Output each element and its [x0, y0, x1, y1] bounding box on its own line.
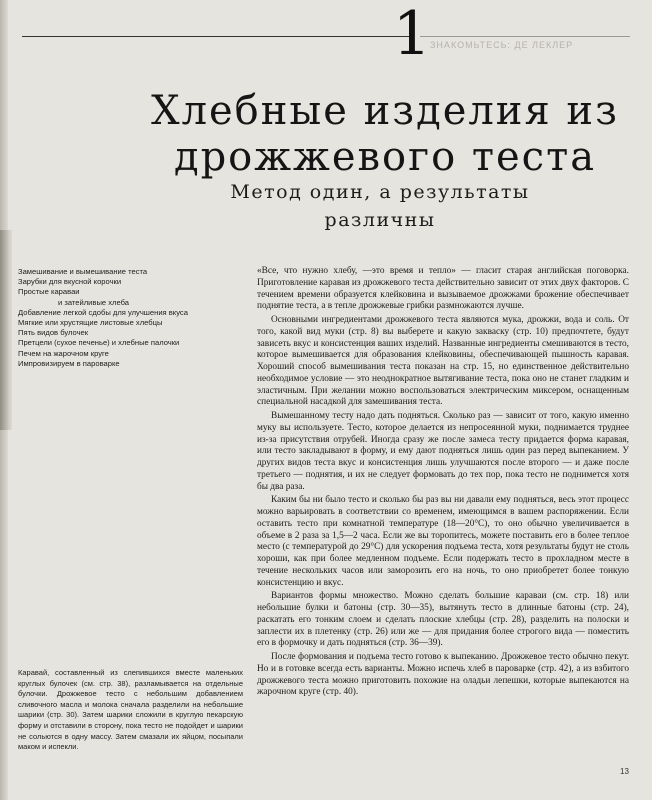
chapter-title-line: Хлебные изделия из [151, 88, 619, 134]
contents-item: и затейливые хлеба [58, 297, 130, 307]
contents-item: Простые караваи [18, 287, 80, 297]
body-paragraph: Основными ингредиентами дрожжевого теста являются мука, дрожжи, вода и соль. От того, какой вид муки (стр. 8) вы выберете и какую закваску (стр. 10) предпочтете, будут зависеть вкус и консистенция ваших изделий. Названные ингредиенты смешиваются в тесто, которое вымешивается для образования клейковины, обеспечивающей пышность каравая. Хороший способ вымешивания теста показан на стр. 15, но единственное действительно необходимое условие — это неоднократное вытягивание теста, пока оно не станет гладким и эластичным. При желании можно воспользоваться электрическим миксером, оснащенным специальной насадкой для замешивания теста. [257, 315, 629, 408]
contents-item: Претцели (сухое печенье) и хлебные палочки [18, 338, 180, 348]
contents-item: Печем на жарочном круге [18, 348, 109, 358]
contents-item: Зарубки для вкусной корочки [18, 277, 122, 287]
contents-item: Мягкие или хрустящие листовые хлебцы [18, 318, 163, 328]
chapter-title [150, 88, 620, 180]
contents-item: Импровизируем в пароварке [18, 358, 120, 368]
page-number: 13 [620, 767, 629, 776]
photo-caption: Каравай, составленный из слепившихся вместе маленьких круглых булочек (см. стр. 38), разламывается на отдельные булочки. Дрожжевое тесто с небольшим добавлением сливочного масла и молока сначала разделили на небольшие шарики (стр. 30). Затем шарики сложили в круглую пекарскую форму и отставили в сторону, пока тесто не подойдет и шарики не сольются в одну массу. Затем смазали их яйцом, посыпали маком и испекли. [18, 668, 243, 752]
body-text [257, 266, 629, 699]
binding-shadow [0, 230, 12, 430]
chapter-subtitle-line: Метод один, а результаты [230, 181, 530, 203]
body-paragraph: После формования и подъема тесто готово к выпеканию. Дрожжевое тесто обычно пекут. Но и в готовке всегда есть варианты. Можно испечь хлеб в пароварке (стр. 42), а из взбитого дрожжевого теста можно приготовить похожие на оладьи лепешки, которые выпекаются на жарочном круге (стр. 40). [257, 652, 629, 698]
chapter-subtitle-line: различны [324, 209, 436, 231]
body-paragraph: Вариантов формы множество. Можно сделать большие караваи (см. стр. 18) или небольшие булки и батоны (стр. 30—35), вытянуть тесто в длинные батоны (стр. 24), раскатать его тонким слоем и сделать плоские хлебцы (стр. 28), разделить на полоски и заплести их в плетенку (стр. 26) или же — для придания более строгого вида — поместить его в формочку и дать подняться (стр. 36—39). [257, 591, 629, 649]
chapter-contents [18, 267, 248, 369]
body-paragraph: Каким бы ни было тесто и сколько бы раз вы ни давали ему подняться, весь этот процесс можно варьировать в соответствии со временем, имеющимся в вашем распоряжении. Если оставить тесто при комнатной температуре (18—20°С), то оно обычно увеличивается в объеме в 2 раза за 1,5—2 часа. Если же вы торопитесь, можете поставить его в более теплое место (с температурой до 29°С) для ускорения подъема теста, хотя результаты будут не столь хороши, как при более медленном подъеме. Если подержать тесто в прохладном месте в течение нескольких часов или заморозить его на ночь, то оно приобретет более тонкую консистенцию и вкус. [257, 495, 629, 588]
bleed-through-text: ЗНАКОМЬТЕСЬ: ДЕ ЛЕКЛЕР [430, 40, 574, 50]
body-paragraph: «Все, что нужно хлебу, —это время и тепло» — гласит старая английская поговорка. Приготовление каравая из дрожжевого теста действительно зависит от этих двух факторов. С течением времени образуется клейковина и вызываемое дрожжами брожение обеспечивает поднятие теста, а в тепле дрожжевые грибки размножаются лучше. [257, 266, 629, 312]
chapter-subtitle [230, 178, 530, 234]
chapter-number: 1 [392, 0, 432, 69]
header-rule-right [420, 36, 630, 37]
body-paragraph: Вымешанному тесту надо дать подняться. Сколько раз — зависит от того, какую именно муку вы используете. Тесто, которое делается из непросеянной муки, поднимается труднее из-за присутствия отрубей. Иногда сразу же после замеса тесту придается форма каравая, или тесто закладывают в форму, и ему дают подняться лишь один раз перед выпеканием. У других видов теста вкус и консистенция лишь улучшаются после второго — и даже после третьего — поднятия, и их не следует формовать до тех пор, пока тесто не поднимется хотя бы два раза. [257, 411, 629, 492]
contents-item: Замешивание и вымешивание теста [18, 267, 148, 276]
chapter-title-line: дрожжевого теста [173, 134, 597, 180]
header-rule [22, 36, 410, 37]
contents-item: Пять видов булочек [18, 328, 89, 338]
contents-item: Добавление легкой сдобы для улучшения вкуса [18, 307, 188, 317]
